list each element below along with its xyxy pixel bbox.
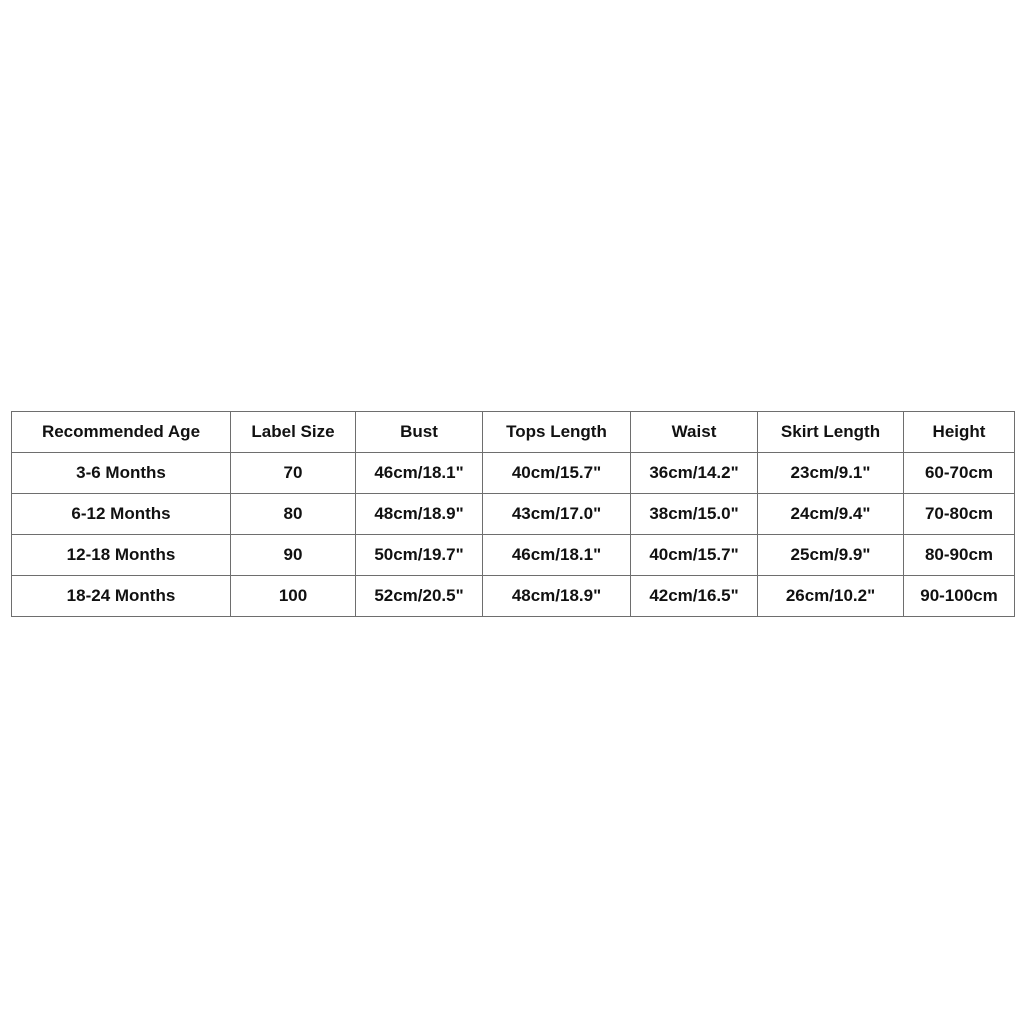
cell-bust: 46cm/18.1" — [356, 453, 483, 494]
header-skirt-length: Skirt Length — [758, 412, 904, 453]
cell-tops-length: 43cm/17.0" — [483, 494, 631, 535]
header-waist: Waist — [631, 412, 758, 453]
table-row — [12, 453, 1015, 494]
cell-waist: 40cm/15.7" — [631, 535, 758, 576]
header-row — [12, 412, 1015, 453]
cell-recommended-age: 6-12 Months — [12, 494, 231, 535]
cell-skirt-length: 24cm/9.4" — [758, 494, 904, 535]
cell-bust: 50cm/19.7" — [356, 535, 483, 576]
header-height: Height — [904, 412, 1015, 453]
header-bust: Bust — [356, 412, 483, 453]
cell-height: 80-90cm — [904, 535, 1015, 576]
size-chart-table — [11, 411, 1015, 617]
table-row — [12, 535, 1015, 576]
cell-tops-length: 40cm/15.7" — [483, 453, 631, 494]
cell-label-size: 100 — [231, 576, 356, 617]
cell-label-size: 70 — [231, 453, 356, 494]
table-row — [12, 576, 1015, 617]
cell-height: 70-80cm — [904, 494, 1015, 535]
cell-recommended-age: 3-6 Months — [12, 453, 231, 494]
header-label-size: Label Size — [231, 412, 356, 453]
cell-height: 60-70cm — [904, 453, 1015, 494]
cell-recommended-age: 18-24 Months — [12, 576, 231, 617]
header-tops-length: Tops Length — [483, 412, 631, 453]
cell-waist: 38cm/15.0" — [631, 494, 758, 535]
cell-label-size: 80 — [231, 494, 356, 535]
cell-bust: 52cm/20.5" — [356, 576, 483, 617]
cell-height: 90-100cm — [904, 576, 1015, 617]
cell-tops-length: 46cm/18.1" — [483, 535, 631, 576]
cell-skirt-length: 25cm/9.9" — [758, 535, 904, 576]
header-recommended-age: Recommended Age — [12, 412, 231, 453]
cell-waist: 36cm/14.2" — [631, 453, 758, 494]
table-row — [12, 494, 1015, 535]
cell-waist: 42cm/16.5" — [631, 576, 758, 617]
cell-recommended-age: 12-18 Months — [12, 535, 231, 576]
cell-label-size: 90 — [231, 535, 356, 576]
cell-tops-length: 48cm/18.9" — [483, 576, 631, 617]
cell-bust: 48cm/18.9" — [356, 494, 483, 535]
cell-skirt-length: 26cm/10.2" — [758, 576, 904, 617]
cell-skirt-length: 23cm/9.1" — [758, 453, 904, 494]
